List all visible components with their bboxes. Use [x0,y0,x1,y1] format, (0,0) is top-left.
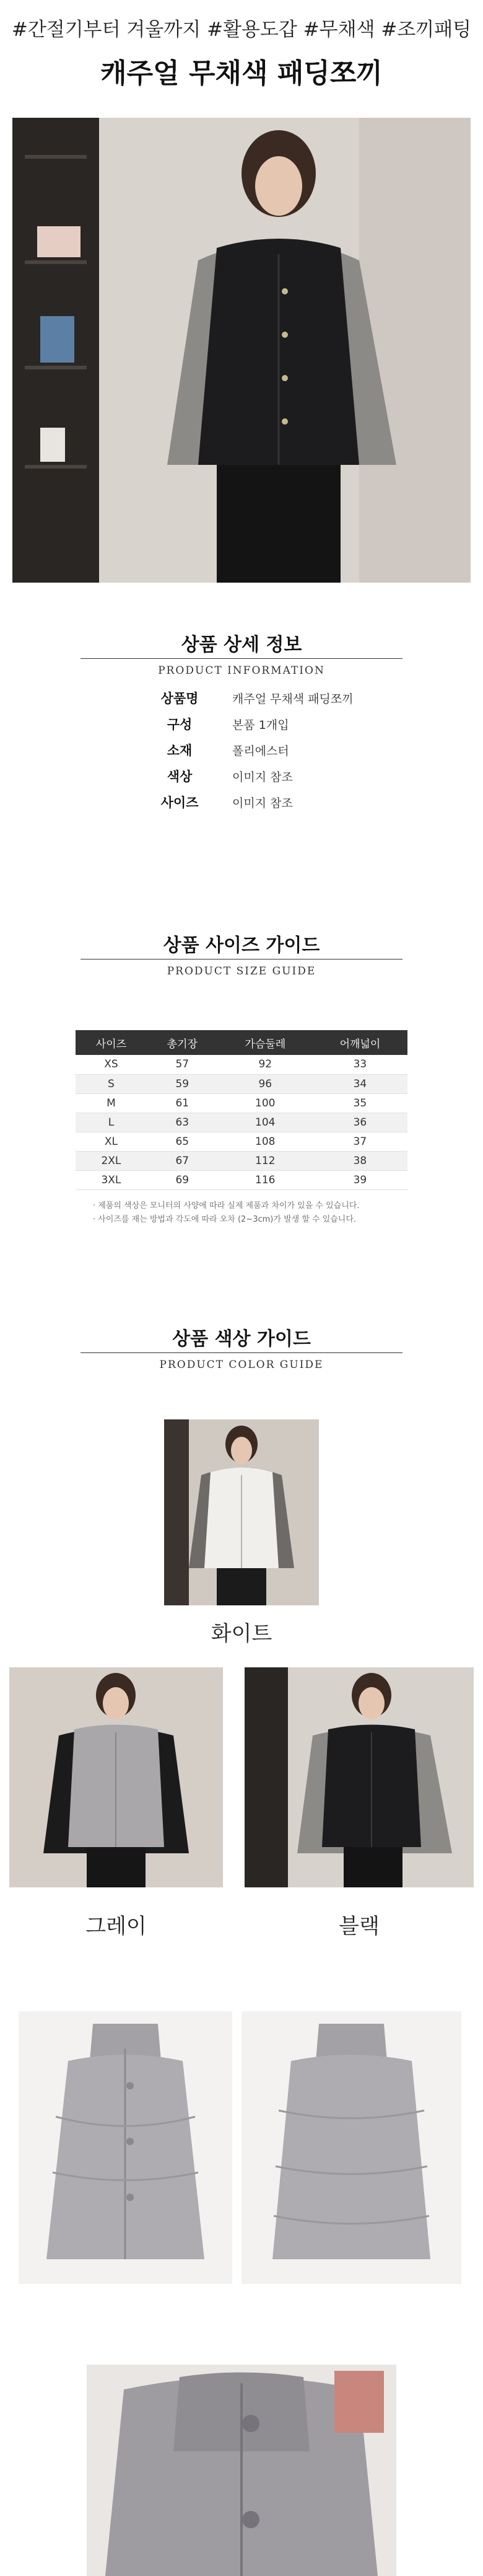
table-cell: 38 [313,1151,407,1170]
table-row [76,1151,407,1170]
table-cell: 69 [147,1170,218,1189]
color-guide-title: 상품 색상 가이드 [172,1328,311,1350]
info-row-color [139,763,387,789]
table-cell: 36 [313,1113,407,1132]
table-cell: 33 [313,1055,407,1074]
table-cell: 39 [313,1170,407,1189]
table-cell: 3XL [76,1170,147,1189]
info-row-material [139,737,387,763]
product-info-table [139,685,387,815]
grey-vest-back-photo [242,2011,461,2284]
table-cell: 2XL [76,1151,147,1170]
table-cell: XL [76,1132,147,1151]
table-cell: 67 [147,1151,218,1170]
size-col-header: 가슴둘레 [218,1030,313,1055]
table-cell: 63 [147,1113,218,1132]
table-cell: 108 [218,1132,313,1151]
black-vest-photo [245,1667,474,1887]
product-info-divider [80,658,402,659]
info-value: 본품 1개입 [232,718,289,732]
size-guide-title: 상품 사이즈 가이드 [163,935,320,956]
size-notes [93,1199,359,1227]
hashtags: #간절기부터 겨울까지 #활용도갑 #무채색 #조끼패팅 [11,19,472,41]
table-row [76,1055,407,1074]
table-cell: 116 [218,1170,313,1189]
size-col-header: 어깨넓이 [313,1030,407,1055]
table-cell: L [76,1113,147,1132]
collar-detail-photo [87,2365,396,2576]
product-info-title: 상품 상세 정보 [181,634,302,656]
table-row [76,1113,407,1132]
table-cell: 92 [218,1055,313,1074]
table-cell: 96 [218,1074,313,1093]
info-value: 이미지 참조 [232,796,293,810]
grey-vest-photo [9,1667,223,1887]
color-guide-divider [80,1352,402,1353]
hero-photo [12,118,471,583]
info-row-size [139,789,387,815]
table-cell: 112 [218,1151,313,1170]
product-info-subtitle: PRODUCT INFORMATION [158,664,325,677]
table-row [76,1074,407,1093]
info-label: 사이즈 [160,795,199,810]
info-row-components [139,711,387,737]
table-cell: 61 [147,1093,218,1113]
info-value: 이미지 참조 [232,770,293,784]
color-label-black: 블랙 [339,1914,380,1939]
size-guide-subtitle: PRODUCT SIZE GUIDE [167,965,316,977]
info-value: 캐주얼 무채색 패딩쪼끼 [232,692,354,706]
size-col-header: 총기장 [147,1030,218,1055]
table-cell: 65 [147,1132,218,1151]
color-label-grey: 그레이 [85,1914,147,1939]
table-cell: 35 [313,1093,407,1113]
info-label: 상품명 [160,691,199,706]
info-label: 소재 [167,743,193,758]
table-cell: M [76,1093,147,1113]
color-label-white: 화이트 [211,1621,272,1646]
info-label: 구성 [167,717,193,732]
size-table [76,1030,407,1190]
table-cell: 59 [147,1074,218,1093]
size-note: · 사이즈를 재는 방법과 각도에 따라 오차 (2~3cm)가 발생 할 수 있습니다. [93,1215,357,1224]
table-row [76,1170,407,1189]
table-row [76,1132,407,1151]
info-row-name [139,685,387,711]
white-vest-photo [164,1419,319,1605]
table-cell: 100 [218,1093,313,1113]
grey-vest-front-photo [19,2011,232,2284]
table-cell: 34 [313,1074,407,1093]
size-note: · 제품의 색상은 모니터의 사양에 따라 실제 제품과 차이가 있을 수 있습니다. [93,1201,360,1211]
product-title: 캐주얼 무채색 패딩쪼끼 [100,58,383,89]
table-cell: 57 [147,1055,218,1074]
color-guide-subtitle: PRODUCT COLOR GUIDE [159,1359,324,1371]
table-cell: 37 [313,1132,407,1151]
table-cell: 104 [218,1113,313,1132]
size-col-header: 사이즈 [76,1030,147,1055]
table-row [76,1093,407,1113]
size-table-header-row [76,1030,407,1055]
table-cell: S [76,1074,147,1093]
table-cell: XS [76,1055,147,1074]
info-value: 폴리에스터 [232,744,289,758]
info-label: 색상 [167,769,193,784]
